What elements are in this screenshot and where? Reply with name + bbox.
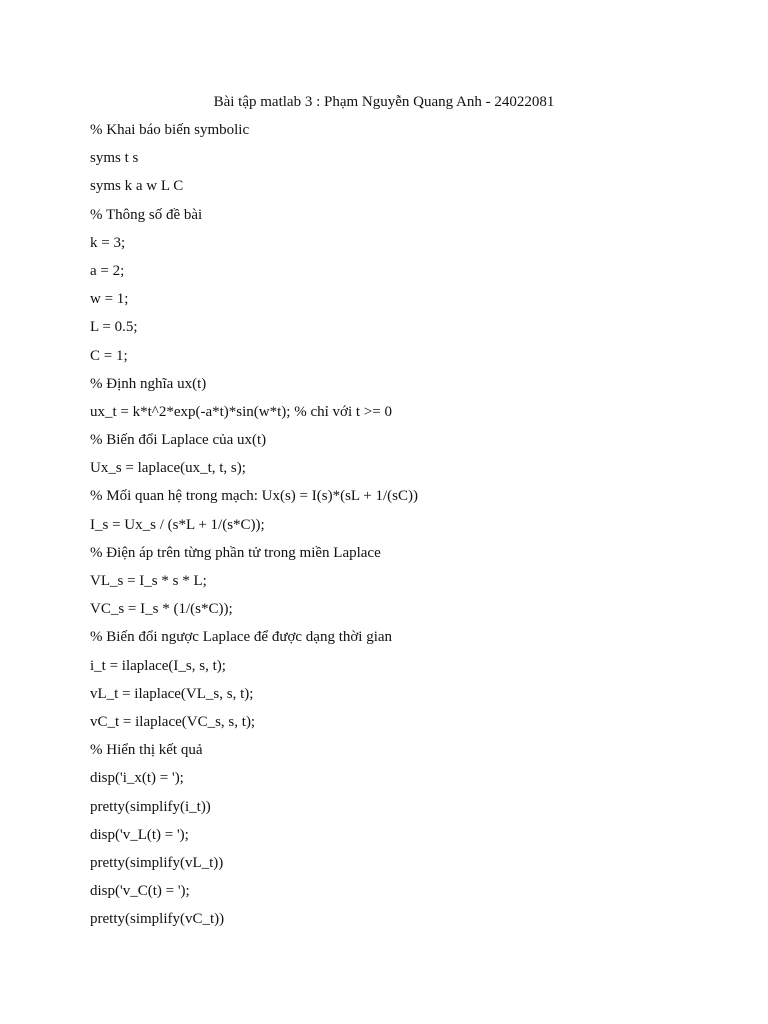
- code-listing: [90, 120, 418, 937]
- code-line: i_t = ilaplace(I_s, s, t);: [90, 657, 226, 674]
- code-line: disp('v_C(t) = ');: [90, 883, 190, 900]
- code-line: disp('v_L(t) = ');: [90, 826, 189, 843]
- code-line: % Khai báo biến symbolic: [90, 122, 250, 138]
- code-line: k = 3;: [90, 234, 126, 251]
- code-line: vL_t = ilaplace(VL_s, s, t);: [90, 685, 254, 702]
- code-line: pretty(simplify(i_t)): [90, 798, 211, 815]
- code-line: % Biến đổi ngược Laplace để được dạng thời gian: [90, 629, 393, 646]
- code-line: vC_t = ilaplace(VC_s, s, t);: [90, 713, 256, 730]
- code-line: I_s = Ux_s / (s*L + 1/(s*C));: [90, 516, 265, 533]
- code-line: w = 1;: [90, 291, 129, 308]
- code-line: L = 0.5;: [90, 319, 138, 336]
- code-line: Ux_s = laplace(ux_t, t, s);: [90, 460, 246, 477]
- code-line: % Hiển thị kết quả: [90, 742, 203, 759]
- code-line: syms t s: [90, 150, 139, 167]
- code-line: syms k a w L C: [90, 178, 184, 195]
- code-line: % Định nghĩa ux(t): [90, 375, 207, 392]
- code-line: % Biến đổi Laplace của ux(t): [90, 432, 267, 449]
- code-line: % Thông số đề bài: [90, 206, 203, 223]
- code-line: pretty(simplify(vC_t)): [90, 911, 225, 928]
- code-line: C = 1;: [90, 347, 128, 364]
- code-line: VL_s = I_s * s * L;: [90, 573, 207, 589]
- code-line: % Điện áp trên từng phần tử trong miền Laplace: [90, 544, 381, 561]
- code-line: pretty(simplify(vL_t)): [90, 854, 224, 871]
- code-line: a = 2;: [90, 262, 125, 279]
- document-title: Bài tập matlab 3 : Phạm Nguyễn Quang Anh - 24022081: [213, 94, 555, 110]
- code-line: % Mối quan hệ trong mạch: Ux(s) = I(s)*(sL + 1/(sC)): [90, 488, 418, 505]
- code-line: VC_s = I_s * (1/(s*C));: [90, 601, 233, 618]
- code-line: disp('i_x(t) = ');: [90, 770, 184, 787]
- code-line: ux_t = k*t^2*exp(-a*t)*sin(w*t); % chỉ với t >= 0: [90, 403, 392, 420]
